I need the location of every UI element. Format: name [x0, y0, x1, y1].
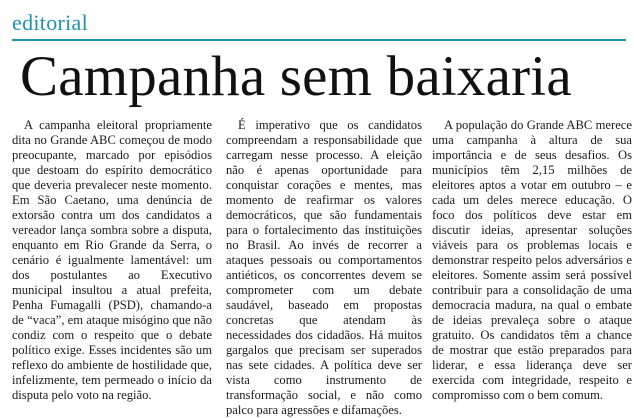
section-divider	[12, 39, 626, 41]
article-column-1: A campanha eleitoral propriamente dita no Grande ABC começou de modo preocupante, marcado por episódios que destoam do espírito democrático que deveria prevalecer neste momento. Em São Caetano, uma denúncia de extorsão contra um dos candidatos a vereador lança sombra sobre a disputa, enquanto em Rio Grande da Serra, o cenário é igualmente lamentável: um dos postulantes ao Executivo municipal insultou a atual prefeita, Penha Fumagalli (PSD), chamando-a de “vaca”, em ataque misógino que não condiz com o respeito que o debate político exige. Esses incidentes são um reflexo do ambiente de hostilidade que, infelizmente, tem permeado o início da disputa pelo voto na região.	[12, 118, 212, 402]
page-title: Campanha sem baixaria	[20, 45, 572, 108]
article-column-2: É imperativo que os candidatos compreendam a responsabilidade que carregam nesse processo. A eleição não é apenas oportunidade para conquistar corações e mentes, mas momento de reafirmar os valores democráticos, que são fundamentais para o fortalecimento das instituições no Brasil. Ao invés de recorrer a ataques pessoais ou comportamentos antiéticos, os concorrentes devem se comprometer com um debate saudável, baseado em propostas concretas que atendam às necessidades dos cidadãos. Há muitos gargalos que precisam ser superados nas sete cidades. A política deve ser vista como instrumento de transformação social, e não como palco para agressões e difamações.	[226, 118, 422, 417]
section-label: editorial	[12, 10, 89, 35]
article-column-3: A população do Grande ABC merece uma campanha à altura de sua importância e de seus desafios. Os municípios têm 2,15 milhões de eleitores aptos a votar em outubro – e cada um deles merece educação. O foco dos políticos deve estar em discutir ideias, apresentar soluções viáveis para os problemas locais e demonstrar respeito pelos adversários e eleitores. Somente assim será possível contribuir para a consolidação de uma democracia madura, na qual o embate de ideias prevaleça sobre o ataque gratuito. Os candidatos têm a chance de mostrar que estão preparados para liderar, e essa liderança deve ser exercida com integridade, respeito e compromisso com o bem comum.	[432, 118, 632, 402]
